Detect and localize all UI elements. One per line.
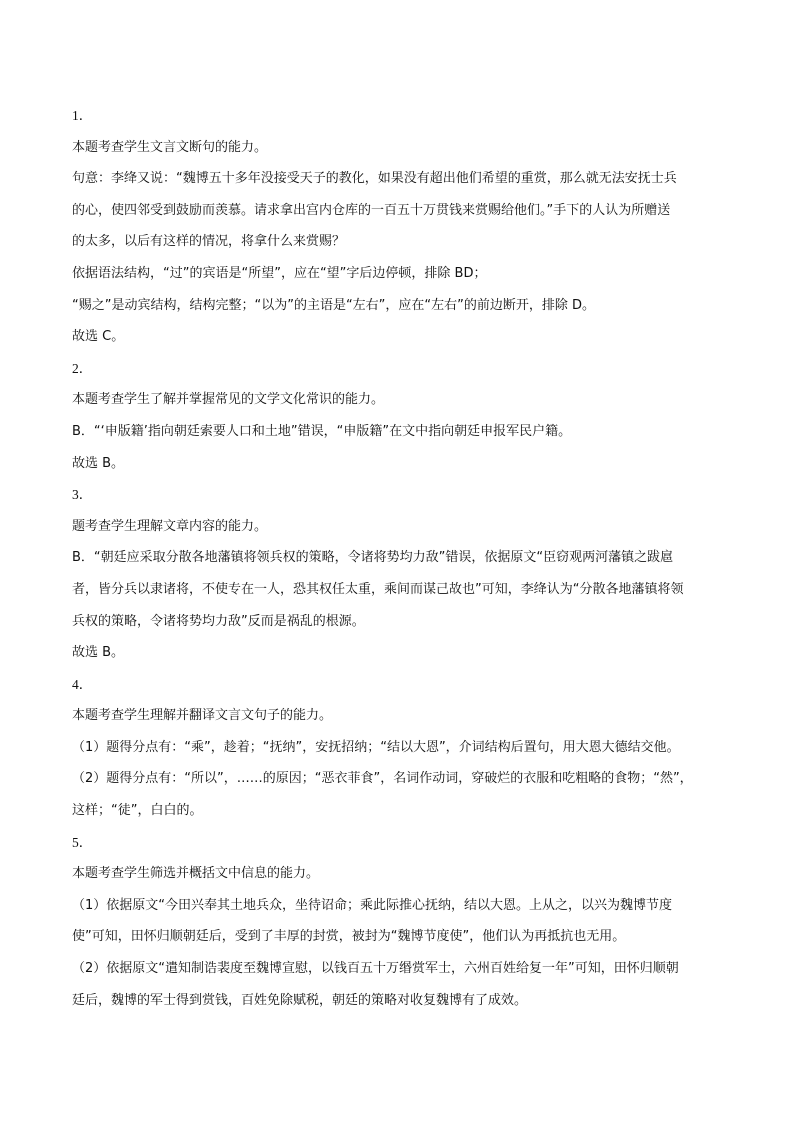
question-number: 4． [72,676,93,692]
paragraph-line: （1）题得分点有：“乘”，趁着；“抚纳”，安抚招纳；“结以大恩”，介词结构后置句，用大恩大德结交他。 [72,739,680,755]
paragraph-line: 的心，使四邻受到鼓励而羡慕。请求拿出宫内仓库的一百五十万贯钱来赏赐给他们。”手下的人认为所赠送 [72,202,671,218]
answer-document [72,100,732,1016]
paragraph-line: 本题考查学生理解并翻译文言文句子的能力。 [72,708,333,724]
question-number: 2． [72,360,93,376]
paragraph-line: 本题考查学生了解并掌握常见的文学文化常识的能力。 [72,392,385,408]
paragraph-line: 故选 B。 [72,455,125,471]
paragraph-line: 本题考查学生筛选并概括文中信息的能力。 [72,866,320,882]
paragraph-line: 者，皆分兵以隶诸将，不使专在一人，恐其权任太重，乘间而谋己故也”可知，李绛认为“分散各地藩镇将领 [72,581,684,597]
paragraph-line: （1）依据原文“今田兴奉其土地兵众，坐待诏命；乘此际推心抚纳，结以大恩。上从之，以兴为魏博节度 [72,897,673,913]
paragraph-line: （2）依据原文“遣知制诰裴度至魏博宣慰，以钱百五十万缗赏军士，六州百姓给复一年”可知，田怀归顺朝 [72,961,679,977]
paragraph-line: 故选 C。 [72,329,125,345]
question-number: 5． [72,834,93,850]
paragraph-line: B．“‘申版籍’指向朝廷索要人口和土地”错误，“申版籍”在文中指向朝廷申报军民户籍。 [72,423,572,439]
paragraph-line: 依据语法结构，“过”的宾语是“所望”，应在“望”字后边停顿，排除 BD； [72,265,487,281]
paragraph-line: 廷后，魏博的军士得到赏钱，百姓免除赋税，朝廷的策略对收复魏博有了成效。 [72,992,528,1008]
question-number: 3． [72,487,93,503]
paragraph-line: 使”可知，田怀归顺朝廷后，受到了丰厚的封赏，被封为“魏博节度使”，他们认为再抵抗也无用。 [72,929,626,945]
paragraph-line: 题考查学生理解文章内容的能力。 [72,518,268,534]
paragraph-line: 故选 B。 [72,645,125,661]
paragraph-line: 兵权的策略，令诸将势均力敌”反而是祸乱的根源。 [72,613,365,629]
paragraph-line: 这样；“徒”，白白的。 [72,803,203,819]
question-number: 1． [72,108,93,123]
paragraph-line: 句意：李绛又说：“魏博五十多年没接受天子的教化，如果没有超出他们希望的重赏，那么就无法安抚士兵 [72,171,677,187]
paragraph-line: “赐之”是动宾结构，结构完整；“以为”的主语是“左右”，应在“左右”的前边断开，排除 D。 [72,297,596,313]
paragraph-line: 的太多，以后有这样的情况，将拿什么来赏赐？ [72,234,346,250]
paragraph-line: 本题考查学生文言文断句的能力。 [72,139,268,155]
paragraph-line: B．“朝廷应采取分散各地藩镇将领兵权的策略，令诸将势均力敌”错误，依据原文“臣窃观两河藩镇之跋扈 [72,550,674,566]
paragraph-line: （2）题得分点有：“所以”，……的原因；“恶衣菲食”，名词作动词，穿破烂的衣服和吃粗略的食物；“然”， [72,771,693,787]
